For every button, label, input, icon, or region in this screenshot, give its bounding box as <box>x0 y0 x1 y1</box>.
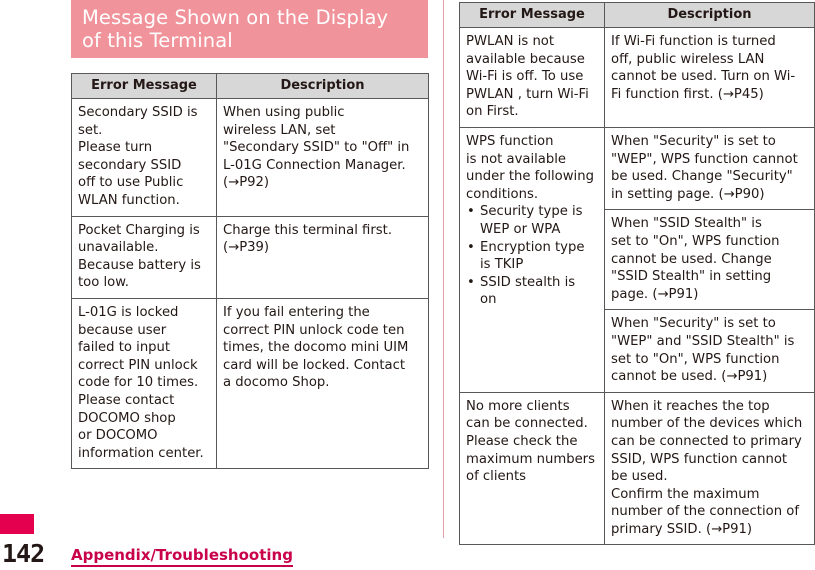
table-row <box>72 298 429 468</box>
table-header-row <box>72 74 429 99</box>
description-cell: When "SSID Stealth" is set to "On", WPS function cannot be used. Change "SSID Stealth" in setting page. (→P91) <box>605 210 815 310</box>
table-row <box>72 99 429 217</box>
table-row <box>460 392 815 545</box>
wps-condition-intro: WPS function is not available under the following conditions. <box>466 133 594 202</box>
right-error-table <box>459 2 815 545</box>
left-error-table <box>71 73 429 469</box>
column-header-error-message: Error Message <box>460 3 605 28</box>
description-cell: If you fail entering the correct PIN unlock code ten times, the docomo mini UIM card will be locked. Contact a docomo Shop. <box>217 298 429 468</box>
section-title-line2: of this Terminal <box>82 29 233 52</box>
table-header-row <box>460 3 815 28</box>
description-cell: When it reaches the top number of the devices which can be connected to primary SSID, WPS function cannot be used. Confirm the maximum number of the connection of primary SSID. (→P91) <box>605 392 815 545</box>
description-cell: When "Security" is set to "WEP" and "SSID Stealth" is set to "On", WPS function cannot be used. (→P91) <box>605 310 815 392</box>
error-message-cell: PWLAN is not available because Wi-Fi is off. To use PWLAN , turn Wi-Fi on First. <box>460 28 605 128</box>
section-title <box>82 6 388 52</box>
column-header-description: Description <box>217 74 429 99</box>
list-item: • Security type is WEP or WPA <box>480 203 598 238</box>
section-heading <box>71 0 428 58</box>
list-item: • Encryption type is TKIP <box>480 239 598 274</box>
error-message-cell: No more clients can be connected. Please check the maximum numbers of clients <box>460 392 605 545</box>
description-cell: If Wi-Fi function is turned off, public wireless LAN cannot be used. Turn on Wi- Fi function first. (→P45) <box>605 28 815 128</box>
table-row <box>72 216 429 298</box>
column-divider <box>443 0 444 538</box>
error-message-cell <box>460 127 605 392</box>
error-message-cell: Pocket Charging is unavailable. Because battery is too low. <box>72 216 217 298</box>
list-item: • SSID stealth is on <box>480 274 598 309</box>
page-number: 142 <box>2 539 45 568</box>
section-title-line1: Message Shown on the Display <box>82 6 389 29</box>
table-row <box>460 28 815 128</box>
description-cell: When using public wireless LAN, set "Secondary SSID" to "Off" in L-01G Connection Manager. (→P92) <box>217 99 429 217</box>
page-tab-marker <box>0 514 34 534</box>
column-header-description: Description <box>605 3 815 28</box>
column-header-error-message: Error Message <box>72 74 217 99</box>
footer-section-link[interactable]: Appendix/Troubleshooting <box>71 546 293 567</box>
error-message-cell: Secondary SSID is set. Please turn secondary SSID off to use Public WLAN function. <box>72 99 217 217</box>
wps-condition-list <box>466 203 598 309</box>
table-row <box>460 127 815 209</box>
description-cell: When "Security" is set to "WEP", WPS function cannot be used. Change "Security" in setting page. (→P90) <box>605 127 815 209</box>
description-cell: Charge this terminal first. (→P39) <box>217 216 429 298</box>
error-message-cell: L-01G is locked because user failed to input correct PIN unlock code for 10 times. Please contact DOCOMO shop or DOCOMO information center. <box>72 298 217 468</box>
